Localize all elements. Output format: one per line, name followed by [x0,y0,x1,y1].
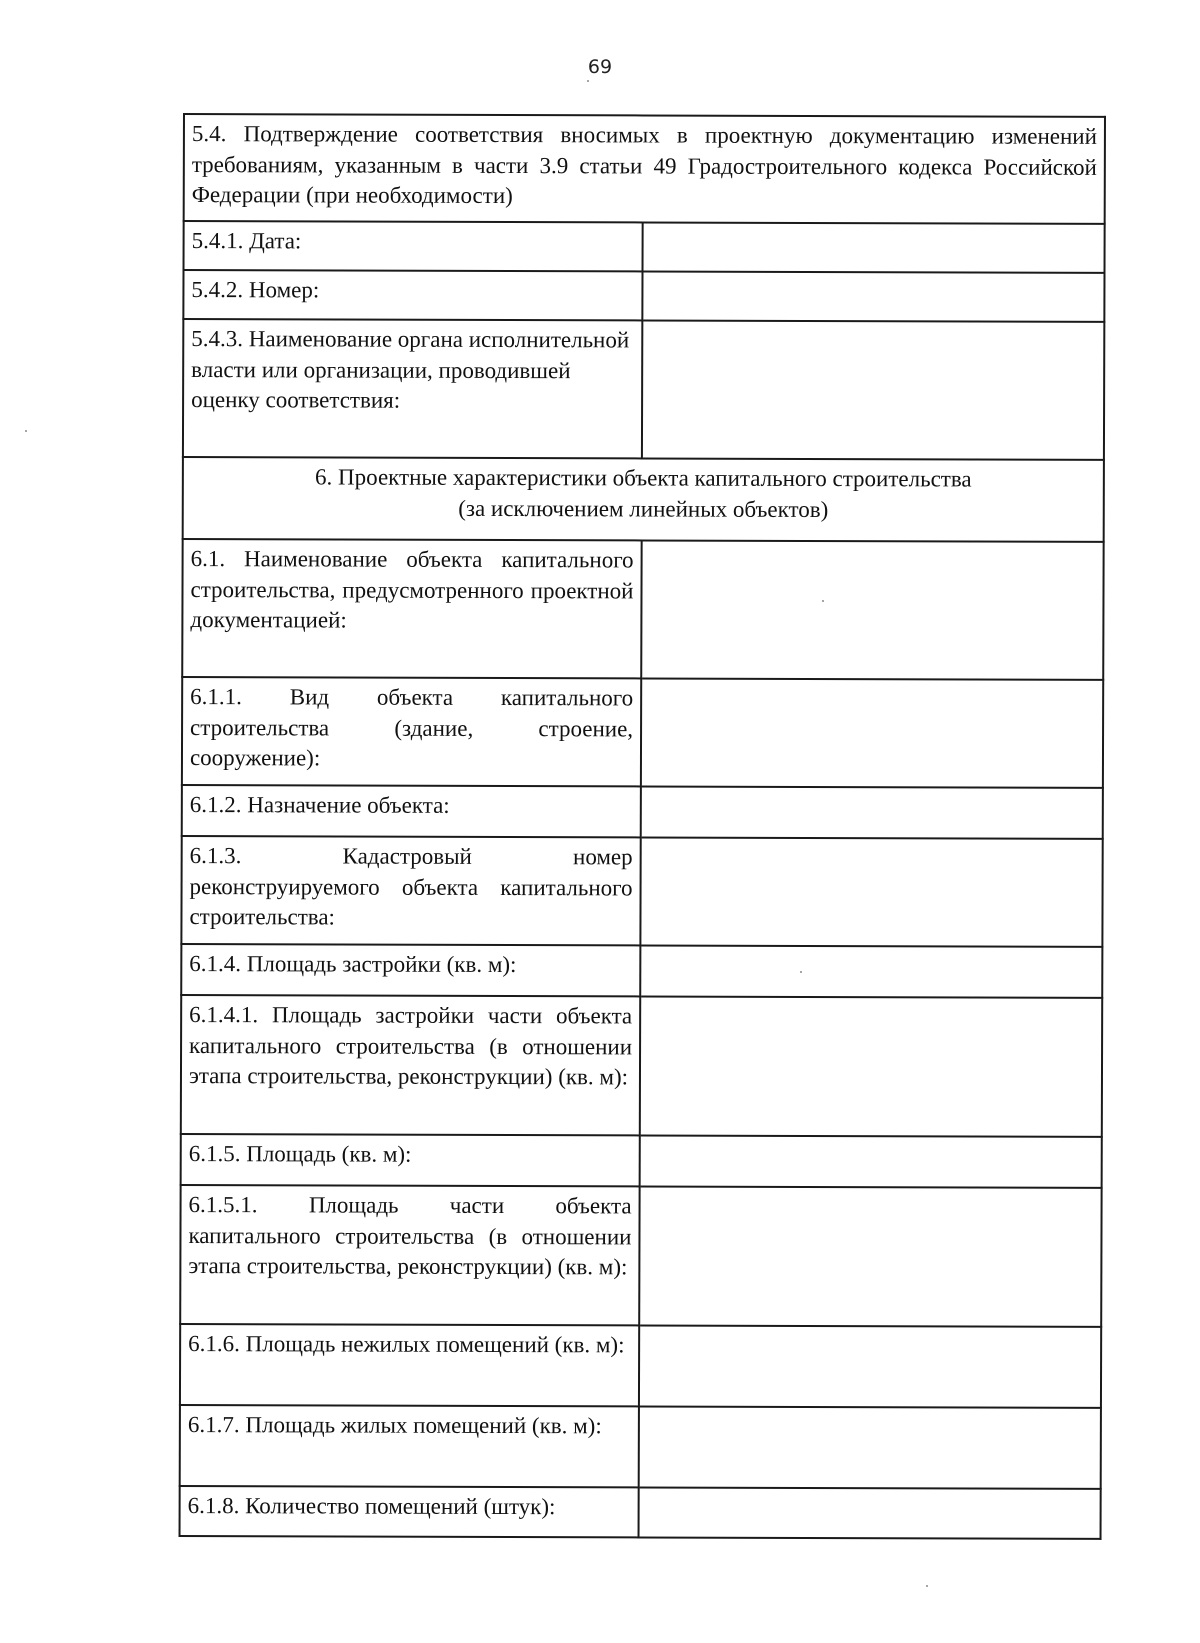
table-row [181,836,1102,947]
table-row [180,1405,1101,1489]
scan-speck [926,1585,928,1587]
field-label: 6.1.6. Площадь нежилых помещений (кв. м): [180,1324,639,1406]
table-row [183,270,1104,322]
table-row [180,1486,1101,1539]
field-value[interactable] [641,678,1103,787]
table-row [182,785,1103,839]
field-label: 6.1.8. Количество помещений (штук): [180,1486,639,1537]
scan-speck [822,600,824,602]
section-6-header-row [183,457,1104,542]
table-row [180,1324,1101,1408]
page-number: 69 [587,56,613,78]
field-value[interactable] [640,1135,1102,1187]
field-label: 6.1. Наименование объекта капитального строительства, предусмотренного проектной документацией: [182,539,641,678]
section-6-title-line2: (за исключением линейных объектов) [458,495,829,522]
field-value[interactable] [641,540,1103,679]
table-row [181,944,1102,998]
field-value[interactable] [639,1487,1101,1538]
section-6-heading [183,457,1104,542]
table-row [182,677,1103,788]
field-label: 6.1.7. Площадь жилых помещений (кв. м): [180,1405,639,1487]
scan-speck [25,430,27,432]
field-value[interactable] [640,837,1102,946]
table-row [180,1185,1101,1327]
field-value-authority[interactable] [642,320,1104,459]
form-table [179,113,1106,1540]
field-label: 6.1.4.1. Площадь застройки части объекта капитального строительства (в отношении этапа строительства, реконструкции) (кв. м): [181,995,640,1135]
scan-speck [587,80,589,82]
scan-speck [800,971,802,973]
section-5-4-header-row [184,114,1105,224]
field-value[interactable] [640,996,1102,1136]
section-6-title-line1: 6. Проектные характеристики объекта капитального строительства [315,464,972,492]
field-label: 6.1.5. Площадь (кв. м): [181,1134,640,1186]
table-row [181,1134,1102,1188]
field-label: 6.1.5.1. Площадь части объекта капитального строительства (в отношении этапа строительства, реконструкции) (кв. м): [180,1185,639,1325]
field-label: 6.1.4. Площадь застройки (кв. м): [181,944,640,996]
field-value[interactable] [639,1325,1101,1407]
field-label: 6.1.1. Вид объекта капитального строительства (здание, строение, сооружение): [182,677,641,786]
field-label: 5.4.2. Номер: [183,270,642,320]
field-label: 6.1.2. Назначение объекта: [182,785,641,837]
table-row [183,319,1104,460]
section-5-4-heading: 5.4. Подтверждение соответствия вносимых в проектную документацию изменений требованиям, указанным в части 3.9 статьи 49 Градостроительного кодекса Российской Федерации (при необходимости) [184,114,1105,224]
table-row [184,221,1105,273]
field-label: 5.4.1. Дата: [184,221,643,271]
field-value[interactable] [639,1406,1101,1488]
field-value-date[interactable] [643,222,1105,272]
field-value-number[interactable] [642,271,1104,321]
field-label: 6.1.3. Кадастровый номер реконструируемого объекта капитального строительства: [181,836,640,945]
field-value[interactable] [641,786,1103,838]
table-row [181,995,1102,1137]
field-value[interactable] [639,1186,1101,1326]
field-value[interactable] [640,945,1102,997]
table-row [182,539,1103,680]
field-label: 5.4.3. Наименование органа исполнительной власти или организации, проводившей оценку соответствия: [183,319,642,458]
